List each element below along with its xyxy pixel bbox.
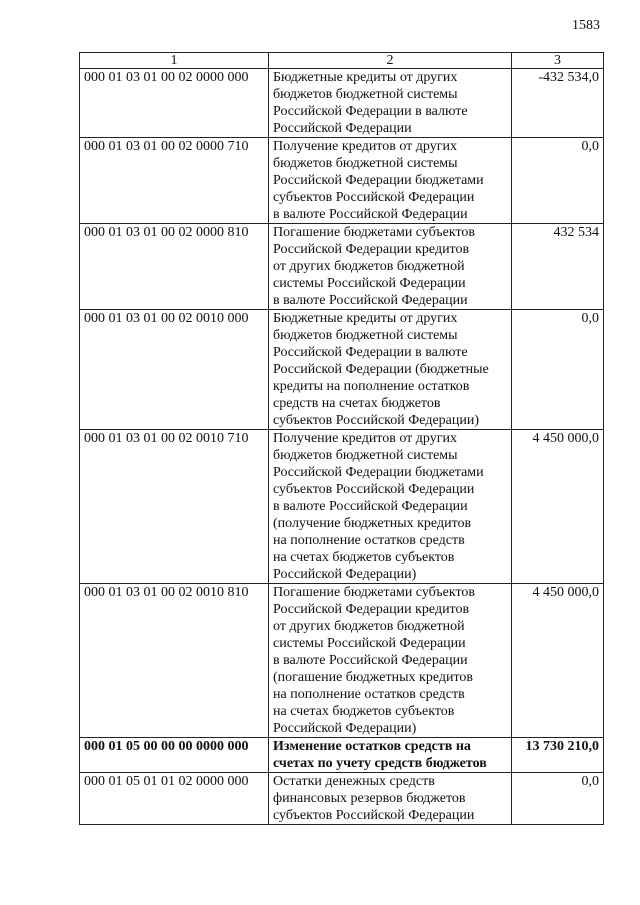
table-row	[80, 773, 604, 825]
row-code: 000 01 05 00 00 00 0000 000	[80, 738, 269, 773]
row-amount: -432 534,0	[512, 69, 604, 138]
row-amount: 4 450 000,0	[512, 584, 604, 738]
table-row	[80, 584, 604, 738]
row-code: 000 01 03 01 00 02 0010 000	[80, 310, 269, 430]
column-header-name: 2	[269, 53, 512, 69]
table-header-row	[80, 53, 604, 69]
column-header-amount: 3	[512, 53, 604, 69]
budget-sources-table	[79, 52, 604, 825]
row-amount: 0,0	[512, 773, 604, 825]
row-amount: 0,0	[512, 310, 604, 430]
table-row	[80, 738, 604, 773]
row-name: Погашение бюджетами субъектов Российской Федерации кредитов от других бюджетов бюджетной системы Российской Федерации в валюте Российской Федерации	[269, 224, 512, 310]
row-code: 000 01 05 01 01 02 0000 000	[80, 773, 269, 825]
row-name: Получение кредитов от других бюджетов бюджетной системы Российской Федерации бюджетами субъектов Российской Федерации в валюте Российской Федерации	[269, 138, 512, 224]
row-name: Изменение остатков средств на счетах по учету средств бюджетов	[269, 738, 512, 773]
row-code: 000 01 03 01 00 02 0010 710	[80, 430, 269, 584]
row-amount: 4 450 000,0	[512, 430, 604, 584]
row-name: Бюджетные кредиты от других бюджетов бюджетной системы Российской Федерации в валюте Российской Федерации	[269, 69, 512, 138]
row-code: 000 01 03 01 00 02 0010 810	[80, 584, 269, 738]
table-row	[80, 138, 604, 224]
row-amount: 0,0	[512, 138, 604, 224]
row-name: Получение кредитов от других бюджетов бюджетной системы Российской Федерации бюджетами субъектов Российской Федерации в валюте Российской Федерации (получение бюджетных кредитов на пополнение остатков средств на счетах бюджетов субъектов Российской Федерации)	[269, 430, 512, 584]
row-name: Погашение бюджетами субъектов Российской Федерации кредитов от других бюджетов бюджетной системы Российской Федерации в валюте Российской Федерации (погашение бюджетных кредитов на пополнение остатков средств на счетах бюджетов субъектов Российской Федерации)	[269, 584, 512, 738]
column-header-code: 1	[80, 53, 269, 69]
row-code: 000 01 03 01 00 02 0000 810	[80, 224, 269, 310]
row-code: 000 01 03 01 00 02 0000 710	[80, 138, 269, 224]
row-code: 000 01 03 01 00 02 0000 000	[80, 69, 269, 138]
table-row	[80, 224, 604, 310]
row-amount: 432 534	[512, 224, 604, 310]
row-name: Бюджетные кредиты от других бюджетов бюджетной системы Российской Федерации в валюте Российской Федерации (бюджетные кредиты на пополнение остатков средств на счетах бюджетов субъектов Российской Федерации)	[269, 310, 512, 430]
table-row	[80, 310, 604, 430]
row-name: Остатки денежных средств финансовых резервов бюджетов субъектов Российской Федерации	[269, 773, 512, 825]
page-number: 1583	[572, 18, 600, 33]
table-row	[80, 69, 604, 138]
row-amount: 13 730 210,0	[512, 738, 604, 773]
table-row	[80, 430, 604, 584]
